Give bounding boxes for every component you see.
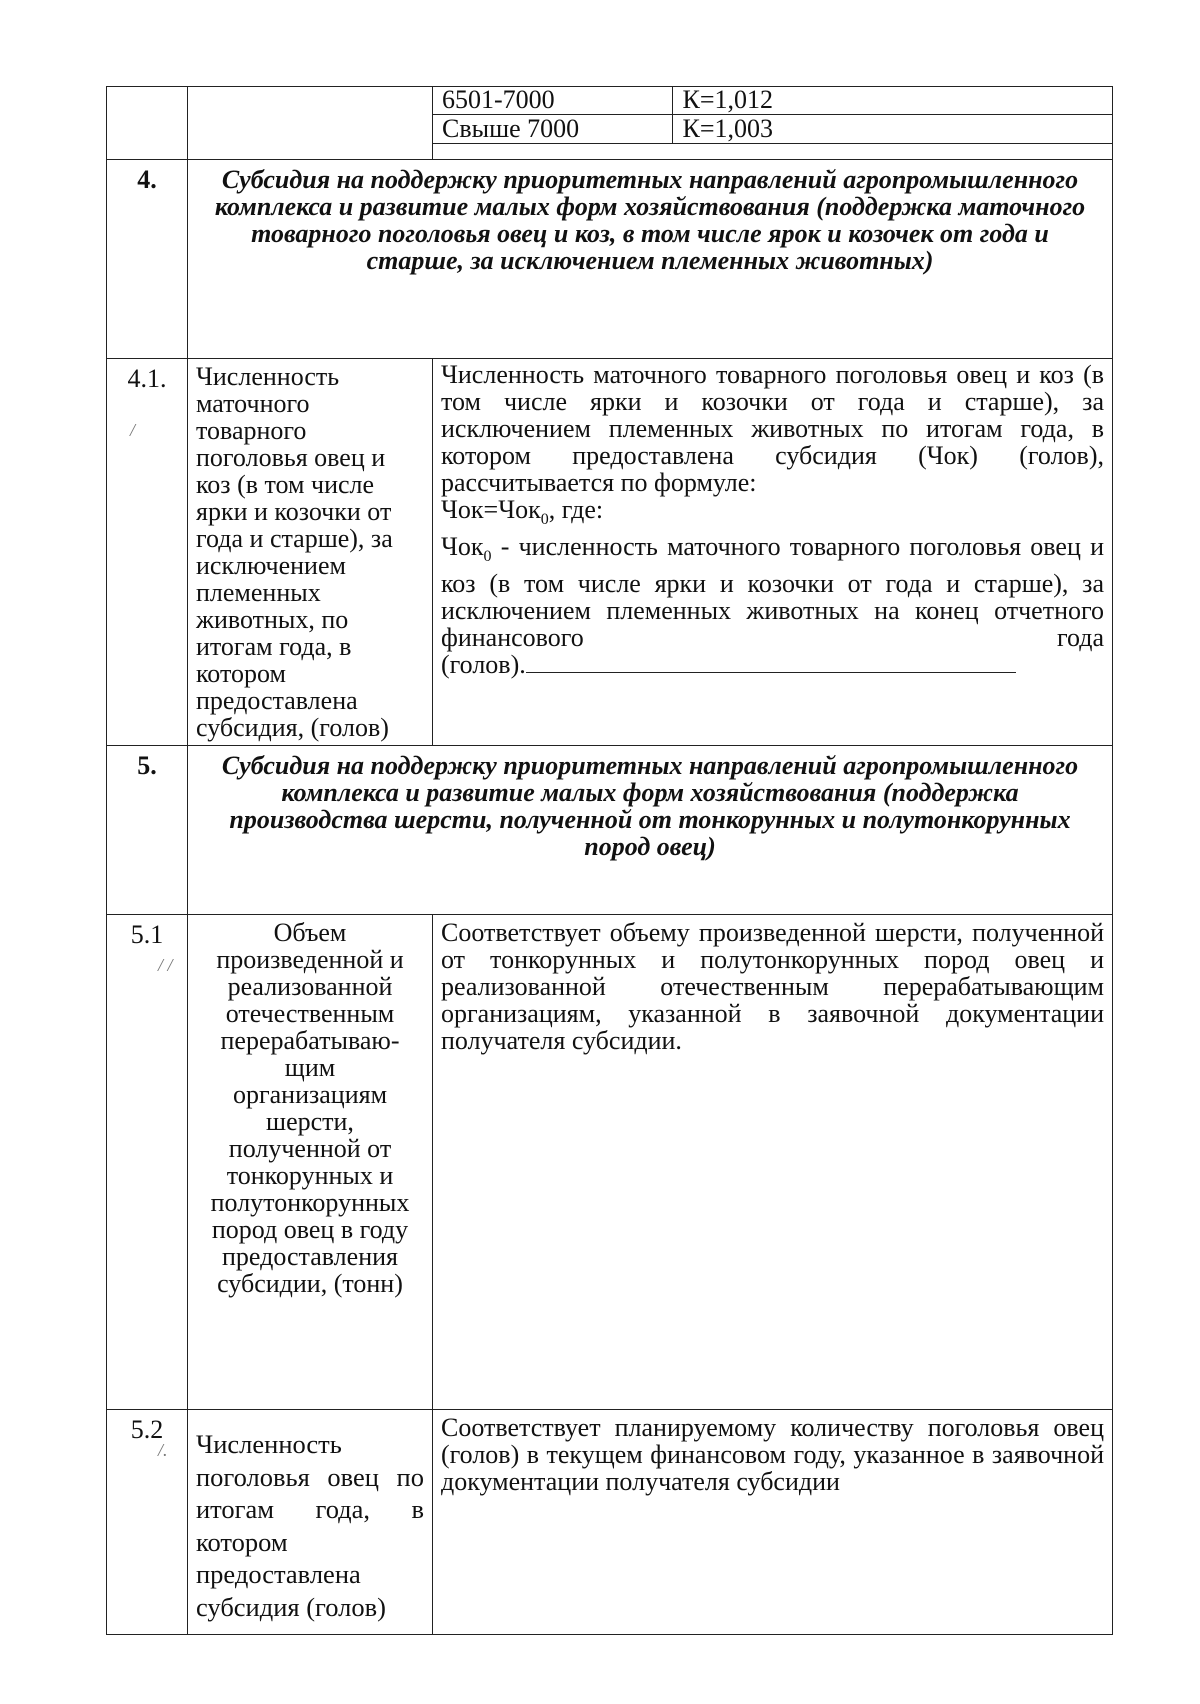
indicator-line: реализованной <box>227 972 393 1001</box>
section-heading: Субсидия на поддержку приоритетных направлений агропромышленного комплекса и развитие малых форм хозяйствования (поддержка производства шерсти, полученной от тонкорунных и полутонкорунных пород овец) <box>188 746 1113 915</box>
indicator-line: Численность <box>196 362 340 391</box>
formula-text: Чок=Чок <box>441 495 541 524</box>
formula-tail: , где: <box>548 495 604 524</box>
underline-rule <box>526 654 1016 673</box>
section-heading-row <box>107 746 1113 915</box>
indicator-description <box>433 359 1113 746</box>
definition-unit: (голов). <box>441 650 526 680</box>
indicator-line: отечественным <box>225 999 395 1028</box>
indicator-line: произведенной и <box>216 945 404 974</box>
indicator-line: племенных <box>196 578 321 607</box>
indicator-line: субсидии, (тонн) <box>217 1269 403 1298</box>
indicator-line: предоставлена <box>196 686 358 715</box>
handwritten-mark: / / <box>158 955 173 975</box>
indicator-line: предоставления <box>222 1242 398 1271</box>
indicator-name: Численность поголовья овец по итогам года, в котором предоставлена субсидия (голов) <box>188 1410 433 1635</box>
indicator-row <box>107 359 1113 746</box>
coefficient-value: К=1,012 <box>672 86 1113 115</box>
indicator-line: шерсти, <box>266 1107 354 1136</box>
definition-end <box>441 651 1104 678</box>
indicator-line: субсидия, (голов) <box>196 713 389 742</box>
indicator-line: щим <box>284 1053 336 1082</box>
handwritten-mark: /. <box>158 1440 168 1460</box>
indicator-line: пород овец в году <box>211 1215 409 1244</box>
section-heading-row <box>107 160 1113 359</box>
indicator-line: животных, по <box>196 605 349 634</box>
indicator-line: исключением <box>196 551 346 580</box>
indicator-line: тонкорунных и <box>226 1161 394 1190</box>
section-number: 5. <box>107 746 188 915</box>
coefficient-table <box>432 86 1113 144</box>
handwritten-mark: / <box>130 420 136 440</box>
coefficient-value: К=1,003 <box>672 115 1113 144</box>
section-heading: Субсидия на поддержку приоритетных направлений агропромышленного комплекса и развитие малых форм хозяйствования (поддержка маточного товарного поголовья овец и коз, в том числе ярок и козочек от года и старше, за исключением племенных животных) <box>188 160 1113 359</box>
indicator-description: Соответствует планируемому количеству поголовья овец (голов) в текущем финансовом году, указанное в заявочной документации получателя субсидии <box>433 1410 1113 1635</box>
indicator-name <box>188 915 433 1410</box>
indicator-line: итогам года, в <box>196 632 352 661</box>
indicator-number: 4.1. <box>107 359 188 746</box>
indicator-line: Объем <box>273 918 347 947</box>
indicator-name <box>188 359 433 746</box>
indicator-line: полутонкорунных <box>210 1188 410 1217</box>
indicator-description: Соответствует объему произведенной шерсти, полученной от тонкорунных и полутонкорунных пород овец и реализованной отечественным перерабатывающим организациям, указанной в заявочной документации получателя субсидии. <box>433 915 1113 1410</box>
section-number: 4. <box>107 160 188 359</box>
indicator-line: ярки и козочки от <box>196 497 392 526</box>
formula-definition <box>441 533 1104 651</box>
indicator-line: организациям <box>232 1080 388 1109</box>
indicator-line: поголовья овец и <box>196 443 386 472</box>
coefficient-table-row <box>432 86 1113 115</box>
indicator-row <box>107 1410 1113 1635</box>
indicator-number: 5.2 <box>107 1410 188 1635</box>
coefficient-table-row <box>432 115 1113 144</box>
formula <box>441 496 1104 533</box>
indicator-line: товарного <box>196 416 307 445</box>
indicator-row <box>107 915 1113 1410</box>
indicator-number: 5.1 <box>107 915 188 1410</box>
coefficient-row <box>107 87 1113 160</box>
coefficient-range: 6501-7000 <box>432 86 672 115</box>
subsidy-table <box>106 86 1113 1635</box>
definition-text: - численность маточного товарного поголовья овец и коз (в том числе ярки и козочки от года и старше), за исключением племенных животных на конец отчетного финансового года <box>441 532 1104 653</box>
indicator-line: года и старше), за <box>196 524 393 553</box>
description-paragraph: Численность маточного товарного поголовья овец и коз (в том числе ярки и козочки от года и старше), за исключением племенных животных по итогам года, в котором предоставлена субсидия (Чок) (голов), рассчитывается по формуле: <box>441 360 1104 497</box>
definition-subscript: 0 <box>483 548 492 566</box>
indicator-line: котором <box>196 659 286 688</box>
indicator-line: коз (в том числе <box>196 470 375 499</box>
definition-symbol: Чок <box>441 532 484 562</box>
indicator-line: полученной от <box>228 1134 392 1163</box>
formula-subscript: 0 <box>540 511 549 529</box>
indicator-line: маточного <box>196 389 310 418</box>
indicator-line: перерабатываю- <box>220 1026 400 1055</box>
coefficient-range: Свыше 7000 <box>432 115 672 144</box>
